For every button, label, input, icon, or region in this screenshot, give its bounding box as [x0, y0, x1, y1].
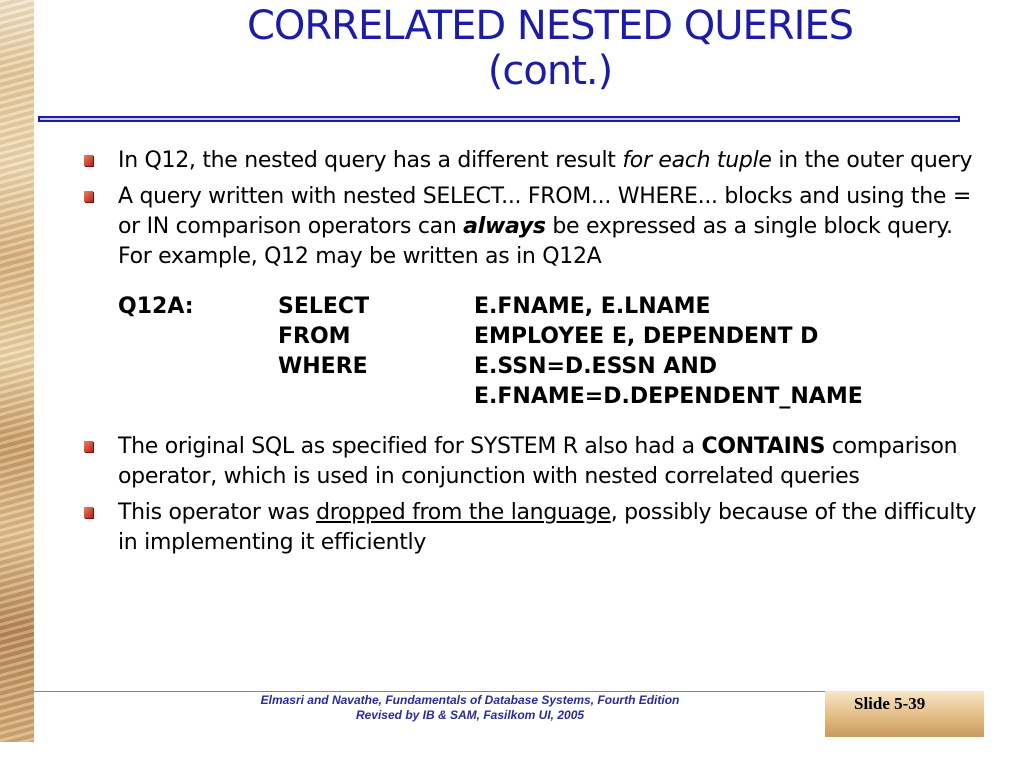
footer-credit — [180, 693, 760, 723]
query-row — [118, 352, 984, 382]
slide-title-line1: CORRELATED NESTED QUERIES — [246, 3, 854, 49]
bullet-icon — [84, 441, 93, 452]
query-keyword — [278, 382, 474, 412]
decorative-side-strip — [0, 0, 34, 742]
query-keyword: FROM — [278, 324, 351, 349]
bullet-icon — [84, 507, 93, 518]
query-label: Q12A: — [118, 294, 194, 319]
footer-line2: Revised by IB & SAM, Fasilkom UI, 2005 — [355, 708, 585, 722]
query-expression: E.FNAME, E.LNAME — [474, 294, 711, 319]
query-row — [118, 292, 984, 322]
title-divider — [38, 116, 960, 122]
bullet-text: This operator was dropped from the language, possibly because of the difficulty in implementing it efficiently — [118, 500, 977, 555]
bullet-text: In Q12, the nested query has a different result for each tuple in the outer query — [118, 148, 973, 173]
query-keyword: WHERE — [278, 354, 368, 379]
bullet-icon — [84, 191, 93, 202]
bullet-item — [84, 498, 984, 558]
footer-line1: Elmasri and Navathe, Fundamentals of Database Systems, Fourth Edition — [260, 693, 680, 707]
query-keyword: SELECT — [278, 294, 370, 319]
query-expression: E.FNAME=D.DEPENDENT_NAME — [474, 384, 863, 409]
slide-title — [0, 4, 1024, 94]
query-expression: EMPLOYEE E, DEPENDENT D — [474, 324, 819, 349]
bullet-text: A query written with nested SELECT... FROM... WHERE... blocks and using the = or IN comparison operators can always be expressed as a single block query. For example, Q12 may be written as in Q12A — [118, 184, 971, 269]
query-expression: E.SSN=D.ESSN AND — [474, 354, 718, 379]
slide-number: Slide 5-39 — [854, 694, 926, 713]
bullet-item — [84, 182, 984, 272]
bullet-icon — [84, 155, 93, 166]
bullet-item — [84, 432, 984, 492]
slide-body — [84, 146, 984, 564]
query-row — [118, 382, 984, 412]
query-row — [118, 322, 984, 352]
bullet-text: The original SQL as specified for SYSTEM R also had a CONTAINS comparison operator, which is used in conjunction with nested correlated queries — [118, 434, 958, 489]
sql-query-block — [84, 292, 984, 412]
bullet-item — [84, 146, 984, 176]
slide-title-line2: (cont.) — [487, 48, 613, 94]
